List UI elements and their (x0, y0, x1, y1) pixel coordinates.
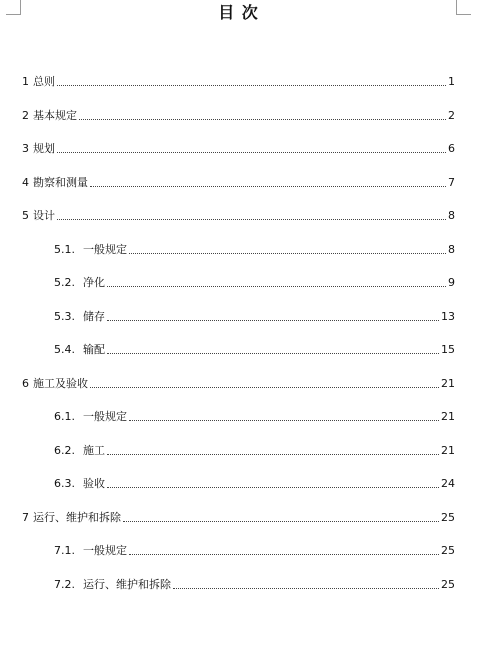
toc-dot-leader (129, 253, 446, 254)
toc-dot-leader (90, 186, 446, 187)
toc-entry[interactable] (54, 544, 455, 558)
toc-entry[interactable] (22, 209, 455, 223)
toc-entry-number: 6 (22, 376, 29, 390)
toc-entry-page-number: 25 (441, 510, 455, 524)
toc-dot-leader (79, 119, 446, 120)
toc-entry-page-number: 24 (441, 477, 455, 490)
toc-entry-title: 勘察和测量 (33, 175, 88, 189)
toc-dot-leader (129, 554, 439, 555)
toc-entry-page-number: 2 (448, 108, 455, 122)
toc-entry-page-number: 8 (448, 209, 455, 222)
toc-dot-leader (90, 387, 439, 388)
toc-entry-title: 储存 (83, 309, 105, 323)
toc-entry-title: 基本规定 (33, 108, 77, 122)
toc-entry-number: 5.2. (54, 276, 75, 289)
toc-entry-page-number: 9 (448, 276, 455, 289)
toc-dot-leader (173, 588, 439, 589)
toc-entry-page-number: 25 (441, 544, 455, 557)
toc-entry-title: 一般规定 (83, 410, 127, 423)
toc-entry-number: 5 (22, 209, 29, 222)
toc-entry-number: 2 (22, 108, 29, 122)
toc-entry-page-number: 1 (448, 75, 455, 88)
toc-entry[interactable] (22, 142, 455, 156)
toc-entry-title: 一般规定 (83, 544, 127, 557)
toc-entry[interactable] (22, 176, 455, 190)
toc-entry-page-number: 7 (448, 175, 455, 189)
toc-entry[interactable] (54, 343, 455, 357)
toc-entry[interactable] (22, 75, 455, 89)
toc-entry-number: 5.1. (54, 242, 75, 256)
toc-entry-page-number: 21 (441, 443, 455, 457)
toc-dot-leader (107, 454, 439, 455)
toc-entry-title: 净化 (83, 276, 105, 289)
toc-entry[interactable] (54, 578, 455, 592)
toc-entry[interactable] (54, 410, 455, 424)
toc-dot-leader (107, 487, 439, 488)
toc-entry-page-number: 21 (441, 410, 455, 423)
toc-entry-page-number: 8 (448, 242, 455, 256)
toc-entry-number: 6.3. (54, 477, 75, 490)
toc-entry-title: 一般规定 (83, 242, 127, 256)
toc-dot-leader (107, 286, 446, 287)
page-title: 目 次 (218, 3, 259, 22)
toc-entry-title: 施工及验收 (33, 376, 88, 390)
toc-entry-number: 7.1. (54, 544, 75, 557)
toc-entry-title: 运行、维护和拆除 (33, 510, 121, 524)
toc-dot-leader (57, 152, 446, 153)
toc-dot-leader (123, 521, 439, 522)
toc-entry[interactable] (22, 109, 455, 123)
toc-entry-title: 设计 (33, 209, 55, 222)
toc-entry[interactable] (54, 276, 455, 290)
toc-entry-number: 1 (22, 75, 29, 88)
toc-entry-number: 6.1. (54, 410, 75, 423)
toc-entry-page-number: 6 (448, 142, 455, 155)
toc-entry-title: 输配 (83, 343, 105, 356)
toc-entry-number: 7 (22, 510, 29, 524)
toc-entry[interactable] (54, 243, 455, 257)
toc-entry-number: 4 (22, 175, 29, 189)
toc-entry-page-number: 21 (441, 376, 455, 390)
toc-entry-page-number: 25 (441, 577, 455, 591)
toc-entry-number: 5.4. (54, 343, 75, 356)
toc-entry-number: 3 (22, 142, 29, 155)
toc-entry-number: 7.2. (54, 577, 75, 591)
toc-entry-title: 规划 (33, 142, 55, 155)
toc-entry-title: 总则 (33, 75, 55, 88)
toc-entry[interactable] (22, 511, 455, 525)
toc-entry-title: 运行、维护和拆除 (83, 577, 171, 591)
toc-entry-number: 5.3. (54, 309, 75, 323)
toc-entry-title: 验收 (83, 477, 105, 490)
toc-dot-leader (57, 85, 446, 86)
toc-entry-page-number: 15 (441, 343, 455, 356)
toc-dot-leader (107, 353, 439, 354)
toc-dot-leader (107, 320, 439, 321)
toc-dot-leader (129, 420, 439, 421)
toc-entry[interactable] (22, 377, 455, 391)
toc-entry[interactable] (54, 444, 455, 458)
toc-entry[interactable] (54, 477, 455, 491)
toc-entry-page-number: 13 (441, 309, 455, 323)
toc-entry-title: 施工 (83, 443, 105, 457)
toc-entry-number: 6.2. (54, 443, 75, 457)
toc-dot-leader (57, 219, 446, 220)
toc-entry[interactable] (54, 310, 455, 324)
